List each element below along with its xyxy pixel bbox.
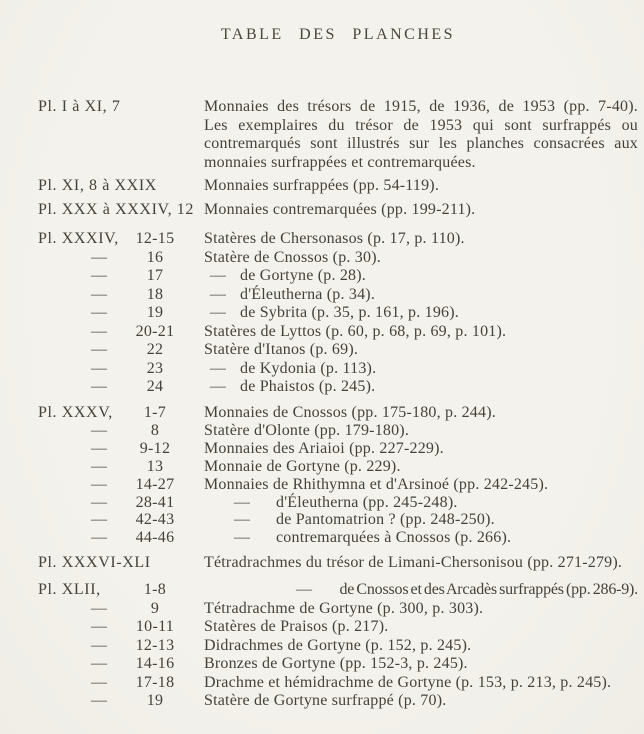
toc-row xyxy=(38,230,638,249)
toc-row xyxy=(38,267,638,286)
ditto-dash-icon: — xyxy=(233,529,251,547)
ditto-dash-icon: — xyxy=(91,636,107,654)
toc-section xyxy=(38,98,638,172)
toc-section xyxy=(38,404,638,547)
plate-number: 44-46 xyxy=(135,529,175,547)
toc-row xyxy=(38,360,638,379)
ditto-dash-icon: — xyxy=(91,599,107,617)
ditto-dash-icon: — xyxy=(209,285,227,303)
entry-description xyxy=(204,341,638,360)
plate-number: 24 xyxy=(146,378,164,395)
ditto-dash-icon: — xyxy=(209,267,227,284)
plate-number: 23 xyxy=(146,359,164,377)
description-text: Monnaies contremarquées (pp. 199-211). xyxy=(204,201,476,218)
plate-label xyxy=(38,286,204,305)
entry-description xyxy=(204,422,638,440)
ditto-dash-icon: — xyxy=(91,378,107,395)
entry-description xyxy=(204,600,638,619)
toc-row xyxy=(38,201,638,220)
plate-number: 42-43 xyxy=(135,511,175,529)
toc-row xyxy=(38,422,638,440)
toc-row xyxy=(38,286,638,305)
plate-number: 14-27 xyxy=(135,475,175,493)
plate-number: 28-41 xyxy=(135,493,175,511)
toc-row xyxy=(38,637,638,656)
toc-row xyxy=(38,511,638,529)
description-text: Statère de Gortyne surfrappé (p. 70). xyxy=(204,692,447,710)
toc-section xyxy=(38,581,638,711)
ditto-dash-icon: — xyxy=(91,511,107,529)
ditto-dash-icon: — xyxy=(91,341,107,358)
description-text: Bronzes de Gortyne (pp. 152-3, p. 245). xyxy=(204,655,468,673)
entry-description xyxy=(204,458,638,476)
toc-row xyxy=(38,458,638,476)
plate-label xyxy=(38,249,204,268)
ditto-dash-icon: — xyxy=(209,378,227,395)
plate-label xyxy=(38,98,204,117)
plate-number: 12-13 xyxy=(135,636,175,654)
plate-number: 19 xyxy=(146,304,164,321)
toc-row xyxy=(38,404,638,422)
page-title: TABLE DES PLANCHES xyxy=(220,26,456,43)
ditto-dash-icon: — xyxy=(91,493,107,511)
plate-label xyxy=(38,360,204,379)
entry-description xyxy=(204,637,638,656)
plate-number: 17-18 xyxy=(135,673,175,691)
toc-row xyxy=(38,554,638,573)
ditto-dash-icon: — xyxy=(209,304,227,321)
entry-description xyxy=(204,529,638,547)
entry-description xyxy=(204,440,638,458)
plate-label xyxy=(38,458,204,476)
entry-description xyxy=(204,404,638,422)
description-line: Les exemplaires du trésor de 1953 qui sont surfrappés ou xyxy=(204,116,638,134)
toc-row xyxy=(38,249,638,268)
plate-label xyxy=(38,618,204,637)
ditto-dash-icon: — xyxy=(209,359,227,377)
entry-description xyxy=(204,98,638,172)
ditto-dash-icon: — xyxy=(91,618,107,636)
entry-description xyxy=(204,674,638,693)
description-text: Statère de Cnossos (p. 30). xyxy=(204,248,381,266)
plate-number: 14-16 xyxy=(135,655,175,673)
toc-row xyxy=(38,476,638,494)
entry-description xyxy=(204,304,638,323)
description-line: monnaies surfrappées et contremarquées. xyxy=(204,153,476,171)
toc-row xyxy=(38,618,638,637)
plate-label-text: Pl. XLII, xyxy=(38,581,101,599)
toc-row xyxy=(38,600,638,619)
plate-label xyxy=(38,230,204,249)
entry-description xyxy=(204,378,638,397)
plate-label xyxy=(38,655,204,674)
description-text: Tétradrachmes du trésor de Limani-Chersonisou (pp. 271-279). xyxy=(204,554,623,572)
description-text: Monnaies de Cnossos (pp. 175-180, p. 244). xyxy=(204,404,496,421)
plate-label-text: Pl. XI, 8 à XXIX xyxy=(38,177,157,194)
ditto-dash-icon: — xyxy=(91,285,107,303)
ditto-dash-icon: — xyxy=(91,359,107,377)
description-text: Monnaies des Ariaioi (pp. 227-229). xyxy=(204,439,444,457)
entry-description xyxy=(204,494,638,512)
toc-section xyxy=(38,177,638,196)
entry-description xyxy=(204,323,638,342)
toc-row xyxy=(38,494,638,512)
toc-section xyxy=(38,554,638,573)
ditto-dash-icon: — xyxy=(233,511,251,529)
description-text: de Pantomatrion ? (pp. 248-250). xyxy=(276,511,495,529)
plate-number: 12-15 xyxy=(135,230,175,247)
entry-description xyxy=(204,177,638,196)
description-text: de Phaistos (p. 245). xyxy=(240,378,376,395)
toc-row xyxy=(38,674,638,693)
toc-row xyxy=(38,98,638,172)
plate-label xyxy=(38,674,204,693)
plate-label xyxy=(38,494,204,512)
ditto-dash-icon: — xyxy=(91,655,107,673)
plate-label xyxy=(38,177,204,196)
entry-description xyxy=(204,201,638,220)
description-text: Didrachmes de Gortyne (p. 152, p. 245). xyxy=(204,636,472,654)
description-line: Monnaies des trésors de 1915, de 1936, de 1953 (pp. 7-40). xyxy=(204,98,638,115)
toc-row xyxy=(38,692,638,711)
description-text: contremarquées à Cnossos (p. 266). xyxy=(276,529,512,547)
plate-label xyxy=(38,440,204,458)
description-text: Statères de Lyttos (p. 60, p. 68, p. 69, p. 101). xyxy=(204,322,507,340)
plate-number: 20-21 xyxy=(135,322,175,340)
ditto-dash-icon: — xyxy=(91,322,107,340)
entry-description xyxy=(204,249,638,268)
toc-row xyxy=(38,304,638,323)
ditto-dash-icon: — xyxy=(91,529,107,547)
entry-description xyxy=(204,692,638,711)
description-text: Monnaies de Rhithymna et d'Arsinoé (pp. 242-245). xyxy=(204,475,549,493)
toc-section xyxy=(38,230,638,397)
plate-number: 8 xyxy=(150,421,160,439)
ditto-dash-icon: — xyxy=(91,267,107,284)
plate-number: 1-7 xyxy=(143,404,167,421)
toc-row xyxy=(38,529,638,547)
toc-row xyxy=(38,581,638,600)
entry-description xyxy=(204,230,638,249)
ditto-dash-icon: — xyxy=(91,421,107,439)
entry-description xyxy=(204,655,638,674)
toc-row xyxy=(38,655,638,674)
entry-description xyxy=(204,618,638,637)
plate-label xyxy=(38,323,204,342)
plate-label-text: Pl. XXXIV, xyxy=(38,230,119,247)
ditto-dash-icon: — xyxy=(91,692,107,710)
description-text: Statères de Chersonasos (p. 17, p. 110). xyxy=(204,230,465,247)
ditto-dash-icon: — xyxy=(91,673,107,691)
ditto-dash-icon: — xyxy=(91,475,107,493)
plate-label xyxy=(38,600,204,619)
plate-number: 16 xyxy=(146,248,164,266)
ditto-dash-icon: — xyxy=(91,304,107,321)
entry-description xyxy=(204,476,638,494)
toc-row xyxy=(38,341,638,360)
description-text: de Sybrita (p. 35, p. 161, p. 196). xyxy=(240,304,459,321)
toc-section xyxy=(38,201,638,220)
plate-number: 19 xyxy=(146,692,164,710)
plate-label xyxy=(38,476,204,494)
entry-description xyxy=(204,554,638,573)
plate-label xyxy=(38,404,204,422)
plate-number: 17 xyxy=(146,267,164,284)
plate-label-text: Pl. XXXVI-XLI xyxy=(38,554,151,572)
plate-label xyxy=(38,422,204,440)
description-text: Statère d'Olonte (pp. 179-180). xyxy=(204,421,410,439)
ditto-dash-icon: — xyxy=(91,457,107,475)
description-text: Drachme et hémidrachme de Gortyne (p. 153, p. 213, p. 245). xyxy=(204,673,612,691)
plate-label xyxy=(38,304,204,323)
description-text: Statères de Praisos (p. 217). xyxy=(204,618,389,636)
description-text: d'Éleutherna (p. 34). xyxy=(240,285,376,303)
plate-number: 9 xyxy=(150,599,160,617)
entry-description xyxy=(204,581,638,600)
entry-description xyxy=(204,360,638,379)
plate-number: 9-12 xyxy=(139,439,171,457)
description-text: de Kydonia (p. 113). xyxy=(240,359,377,377)
toc-row xyxy=(38,323,638,342)
toc-row xyxy=(38,378,638,397)
plate-label xyxy=(38,267,204,286)
plate-label-text: Pl. XXX à XXXIV, 12 xyxy=(38,201,194,218)
description-text: Statère d'Itanos (p. 69). xyxy=(204,341,359,358)
plate-label xyxy=(38,581,204,600)
plate-label xyxy=(38,554,204,573)
description-text: Tétradrachme de Gortyne (p. 300, p. 303). xyxy=(204,599,484,617)
plate-label-text: Pl. I à XI, 7 xyxy=(38,98,121,115)
entry-description xyxy=(204,286,638,305)
toc-row xyxy=(38,440,638,458)
description-text: de Cnossos et des Arcadès surfrappés (pp. 286-9). xyxy=(339,581,638,599)
description-text: de Gortyne (p. 28). xyxy=(240,267,366,284)
plate-label xyxy=(38,341,204,360)
plate-label xyxy=(38,511,204,529)
plate-label xyxy=(38,692,204,711)
toc-row xyxy=(38,177,638,196)
description-text: Monnaie de Gortyne (p. 229). xyxy=(204,457,401,475)
ditto-dash-icon: — xyxy=(91,439,107,457)
plate-number: 13 xyxy=(146,457,164,475)
plate-number: 22 xyxy=(146,341,164,358)
plate-number: 18 xyxy=(146,285,164,303)
description-text: Monnaies surfrappées (pp. 54-119). xyxy=(204,177,440,194)
ditto-dash-icon: — xyxy=(296,581,313,599)
plate-label xyxy=(38,529,204,547)
plate-label xyxy=(38,201,204,220)
plate-label xyxy=(38,637,204,656)
plate-label xyxy=(38,378,204,397)
entry-description xyxy=(204,511,638,529)
description-text: d'Éleutherna (pp. 245-248). xyxy=(276,493,458,511)
entry-description xyxy=(204,267,638,286)
plate-number: 10-11 xyxy=(135,618,175,636)
plate-number: 1-8 xyxy=(143,581,167,599)
description-line: contremarqués sont illustrés sur les planches consacrées aux xyxy=(204,135,638,152)
table-of-plates xyxy=(38,98,638,711)
plate-label-text: Pl. XXXV, xyxy=(38,404,113,421)
ditto-dash-icon: — xyxy=(233,493,251,511)
ditto-dash-icon: — xyxy=(91,248,107,266)
